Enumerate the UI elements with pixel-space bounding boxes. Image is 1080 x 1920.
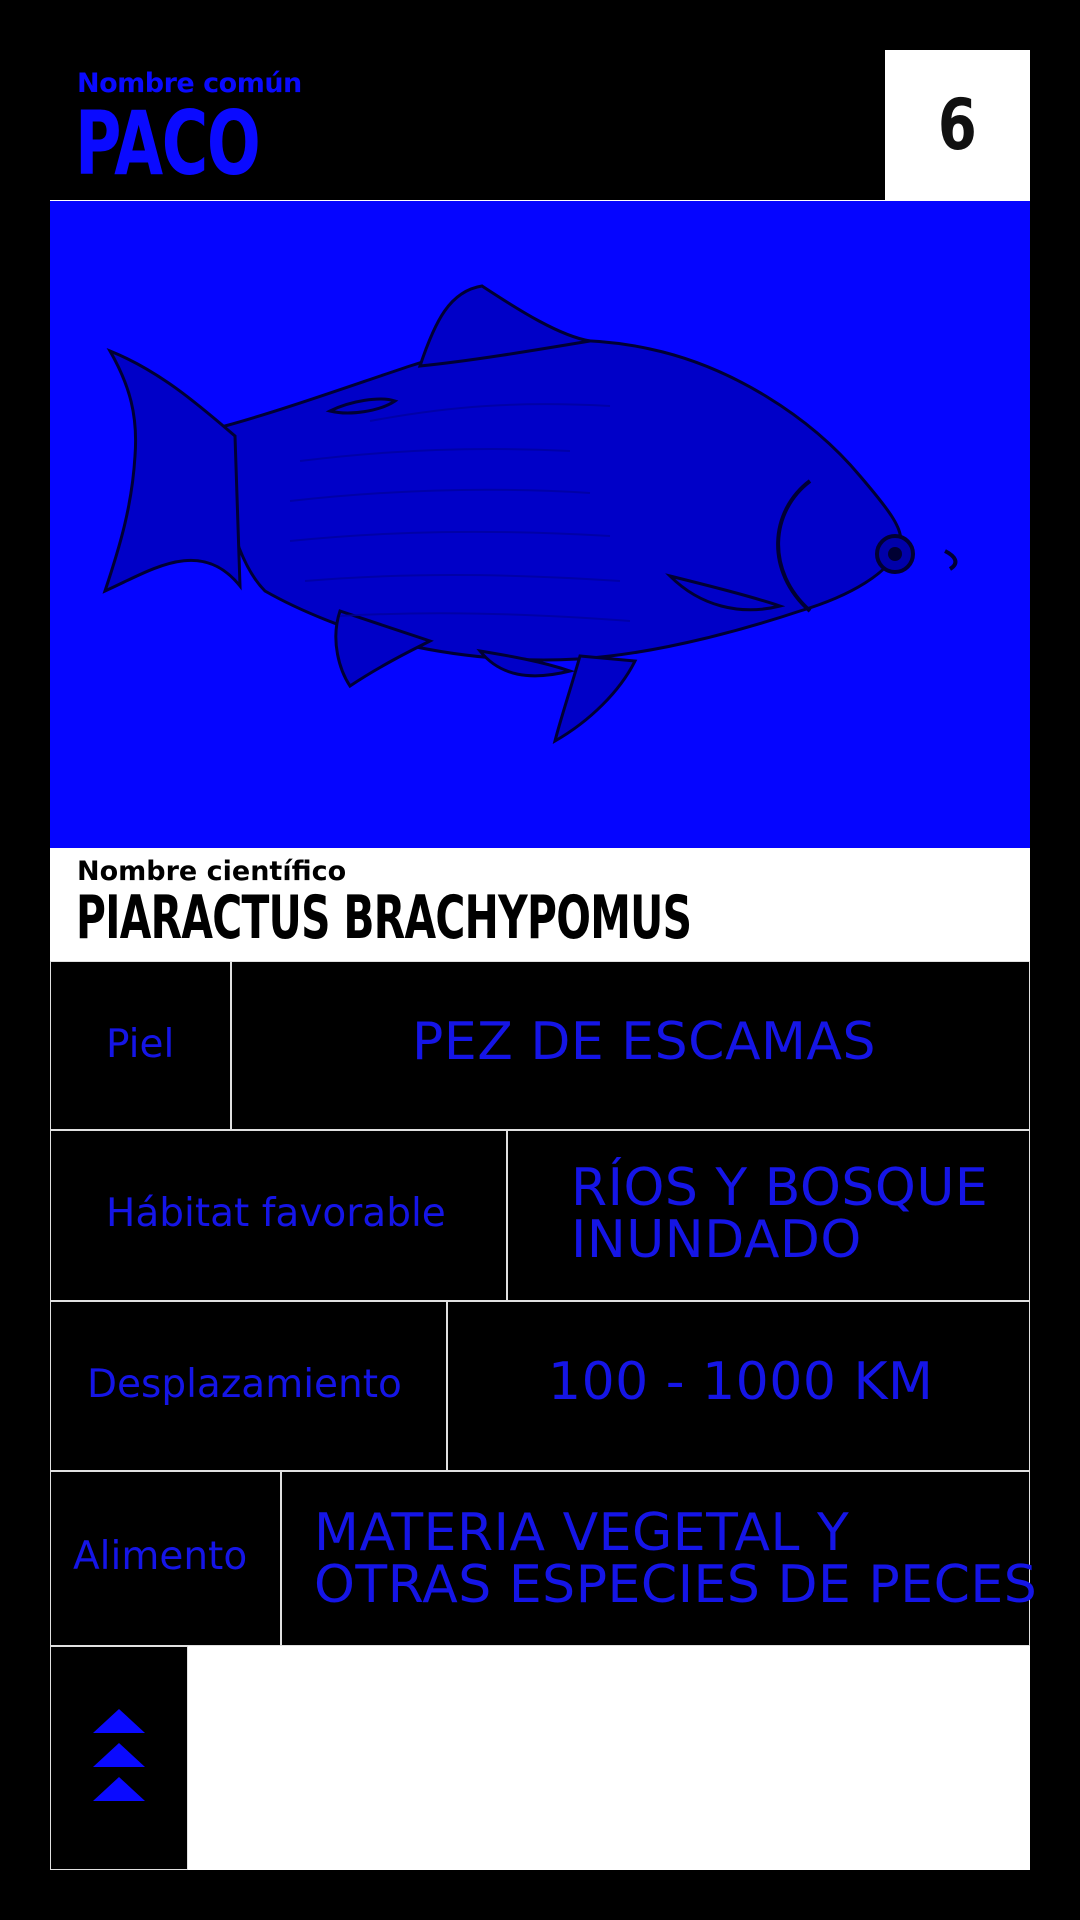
common-name: PACO: [75, 92, 260, 195]
habitat-value-line2: INUNDADO: [571, 1210, 862, 1270]
range-label: Desplazamiento: [87, 1362, 402, 1407]
skin-label: Piel: [106, 1022, 175, 1067]
range-value: 100 - 1000 KM: [548, 1352, 934, 1412]
footer-icon-box: [50, 1646, 188, 1870]
card-number-box: [885, 50, 1030, 200]
scientific-name: PIARACTUS BRACHYPOMUS: [76, 883, 692, 953]
habitat-value-line1: RÍOS Y BOSQUE: [571, 1158, 989, 1218]
card-header: [50, 50, 885, 200]
triple-chevron-up-icon: [93, 1709, 145, 1805]
range-value-cell: [447, 1301, 1030, 1471]
habitat-label: Hábitat favorable: [106, 1191, 446, 1236]
fish-illustration-icon: [50, 201, 1030, 848]
food-value-cell: [281, 1471, 1038, 1646]
scientific-name-label: Nombre científico: [77, 856, 347, 887]
skin-value-cell: [231, 961, 1030, 1130]
food-label-cell: [50, 1471, 281, 1646]
food-value-line1: MATERIA VEGETAL Y: [314, 1503, 850, 1563]
card-number: 6: [938, 84, 977, 166]
food-value-line2: OTRAS ESPECIES DE PECES: [314, 1555, 1038, 1615]
range-label-cell: [50, 1301, 447, 1471]
habitat-value-cell: [507, 1130, 1030, 1301]
species-image: [50, 201, 1030, 848]
skin-label-cell: [50, 961, 231, 1130]
food-label: Alimento: [73, 1534, 248, 1579]
common-name-label: Nombre común: [77, 68, 302, 99]
species-card: [50, 50, 1038, 1870]
habitat-label-cell: [50, 1130, 507, 1301]
skin-value: PEZ DE ESCAMAS: [412, 1012, 876, 1072]
